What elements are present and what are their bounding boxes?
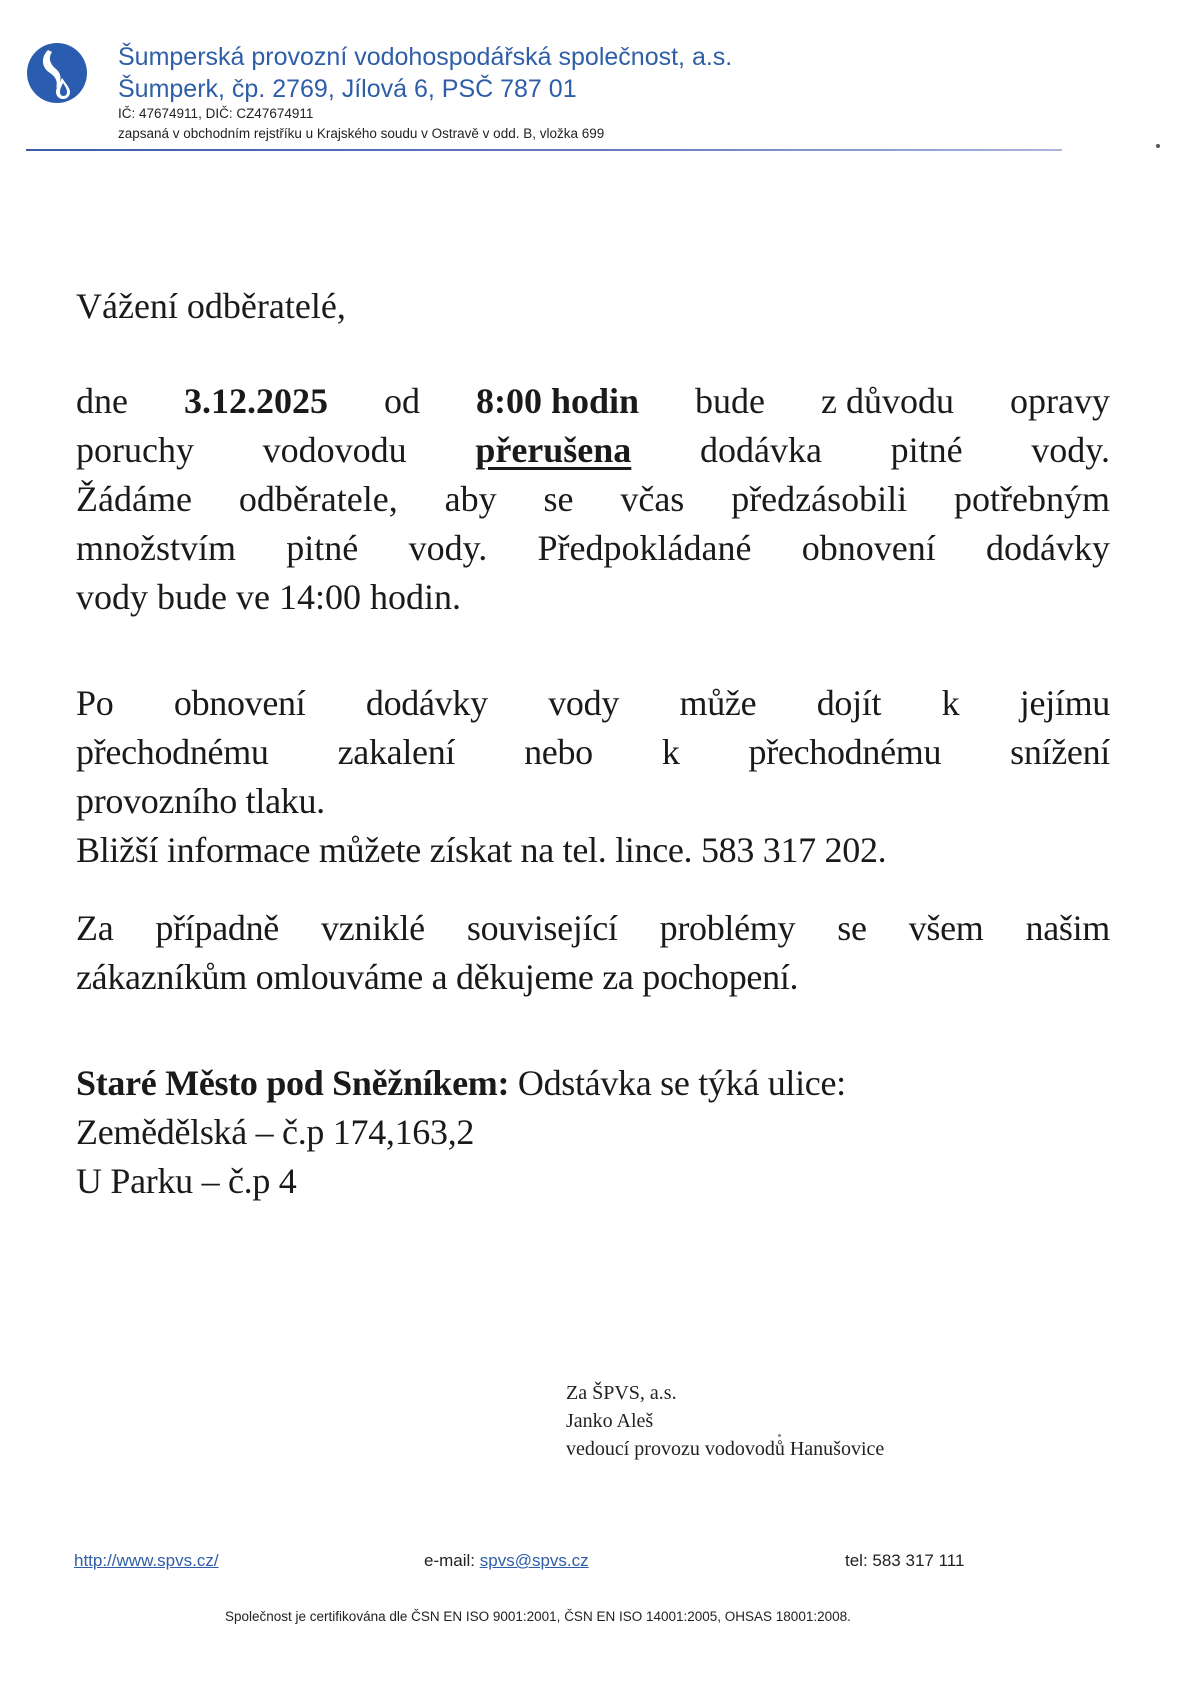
after-restoration-paragraph (76, 679, 1110, 875)
paragraph-line: zákazníkům omlouváme a děkujeme za pochopení. (76, 957, 799, 997)
company-ids: IČ: 47674911, DIČ: CZ47674911 (118, 106, 314, 121)
email-label: e-mail: (424, 1551, 480, 1570)
paragraph-line: Po obnovení dodávky vody může dojít k jejímu (76, 683, 1110, 723)
text-word: dodávka (699, 430, 822, 470)
company-register: zapsaná v obchodním rejstříku u Krajského soudu v Ostravě v odd. B, vložka 699 (118, 126, 605, 141)
affected-street: Zemědělská – č.p 174,163,2 (76, 1112, 475, 1152)
text-word: bude (695, 381, 766, 421)
greeting: Vážení odběratelé, (76, 286, 346, 326)
header-divider (26, 149, 1062, 151)
restoration-time-line: vody bude ve 14:00 hodin. (76, 577, 461, 617)
text-word: pitné (890, 430, 963, 470)
affected-streets-paragraph (76, 1059, 1110, 1206)
signature-name: Janko Aleš (566, 1410, 654, 1432)
paragraph-line: Za případně vzniklé související problémy se všem našim (76, 908, 1110, 948)
info-phone-line: Bližší informace můžete získat na tel. lince. 583 317 202. (76, 830, 887, 870)
company-name: Šumperská provozní vodohospodářská společnost, a.s. (118, 43, 733, 71)
affected-town: Staré Město pod Sněžníkem: (76, 1063, 510, 1103)
paragraph-line (76, 426, 1110, 475)
paragraph-line: provozního tlaku. (76, 781, 325, 821)
text-word: poruchy (76, 430, 194, 470)
outage-status: přerušena (475, 430, 632, 470)
scan-speck (778, 1434, 781, 1437)
text-word: vodovodu (262, 430, 407, 470)
paragraph-line: Žádáme odběratele, aby se včas předzásobili potřebným (76, 479, 1110, 519)
footer-phone: tel: 583 317 111 (845, 1551, 965, 1570)
signature-title: vedoucí provozu vodovodů Hanušovice (566, 1438, 885, 1460)
text-word: opravy (1010, 381, 1110, 421)
paragraph-line: přechodnému zakalení nebo k přechodnému snížení (76, 732, 1110, 772)
signature-company: Za ŠPVS, a.s. (566, 1382, 677, 1404)
footer-email (424, 1551, 589, 1571)
text-word: od (383, 381, 420, 421)
water-drop-logo-icon (26, 42, 88, 104)
signature-block (566, 1379, 884, 1463)
outage-start-time: 8:00 hodin (475, 381, 640, 421)
paragraph-line (76, 377, 1110, 426)
outage-date: 3.12.2025 (183, 381, 328, 421)
scan-speck (1156, 144, 1160, 148)
paragraph-line: množstvím pitné vody. Předpokládané obnovení dodávky (76, 528, 1110, 568)
text-word: dne (76, 381, 128, 421)
certification-note: Společnost je certifikována dle ČSN EN ISO 9001:2001, ČSN EN ISO 14001:2005, OHSAS 18001:2008. (225, 1609, 851, 1624)
apology-paragraph (76, 904, 1110, 1002)
text-word: z důvodu (821, 381, 955, 421)
website-link[interactable]: http://www.spvs.cz/ (74, 1551, 219, 1570)
affected-street: U Parku – č.p 4 (76, 1161, 297, 1201)
text-word: vody. (1031, 430, 1110, 470)
company-address: Šumperk, čp. 2769, Jílová 6, PSČ 787 01 (118, 75, 577, 103)
affected-location-line (76, 1059, 1110, 1108)
affected-intro: Odstávka se týká ulice: (509, 1063, 846, 1103)
outage-announcement-paragraph (76, 377, 1110, 622)
email-link[interactable]: spvs@spvs.cz (479, 1551, 589, 1570)
